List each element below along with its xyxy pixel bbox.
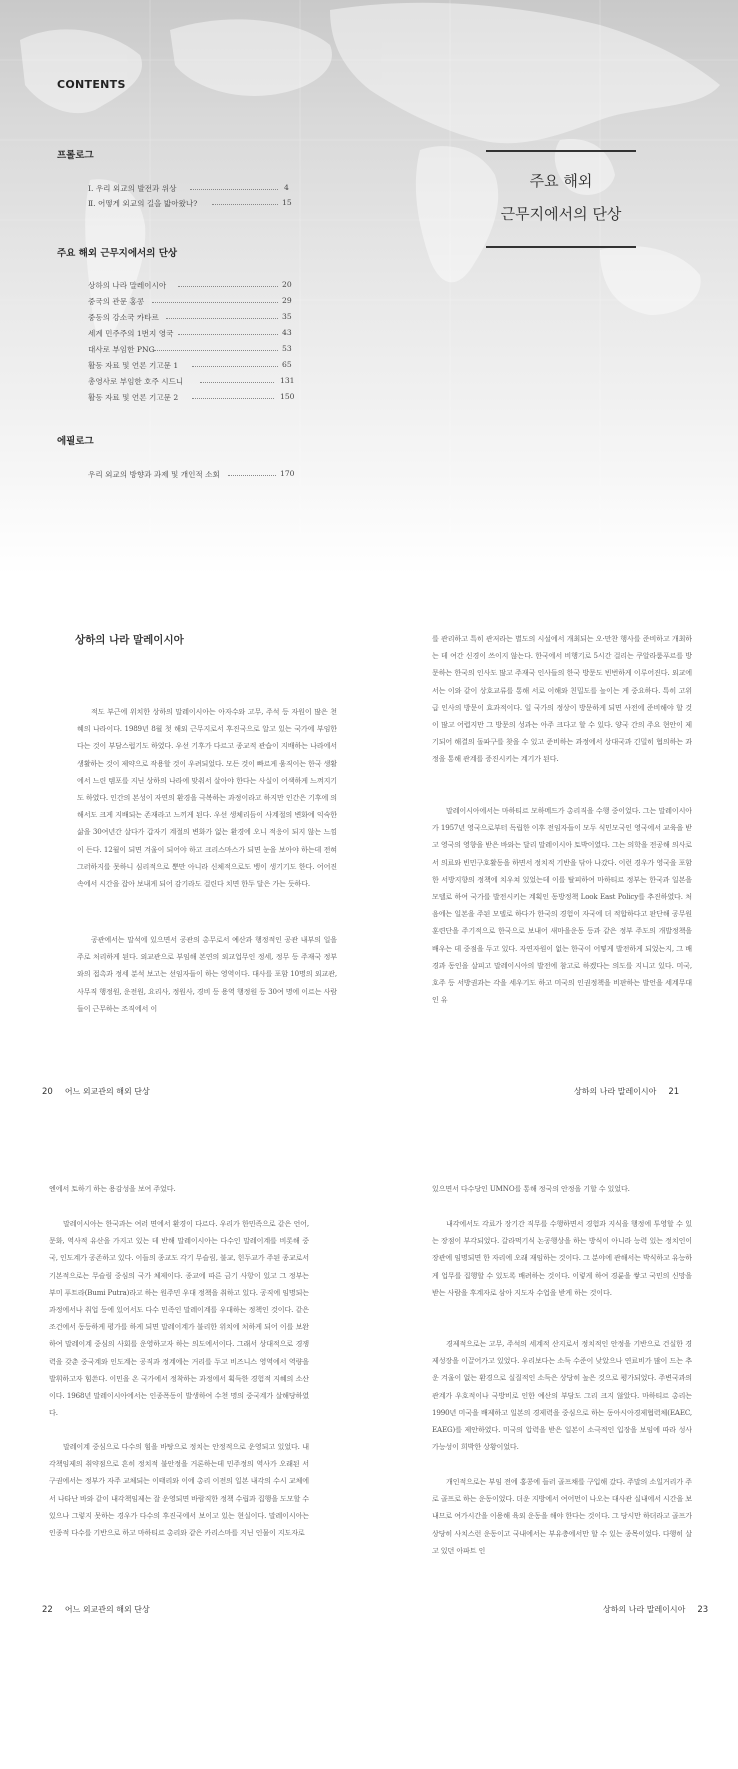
toc-entry-page: 43 [282, 328, 292, 337]
toc-entry-page: 65 [282, 360, 292, 369]
toc-entry[interactable] [0, 360, 300, 374]
toc-entry[interactable] [0, 183, 300, 197]
body-paragraph: 내각에서도 각료가 장기간 직무를 수행하면서 경험과 지식을 행정에 투영할 수 있는 장점이 부각되었다. 갈라먹기식 논공행상을 하는 방식이 아니라 능력 있는 정치인이 장관에 임명되면 한 자리에 오래 재임하는 것이다. 그 분야에 관해서는 박식하고 유능하게 업무를 집행할 수 있도록 배려하는 것이다. 이렇게 하여 경륜을 쌓고 국민의 신망을 받는 사람을 후계자로 삼아 지도자 수업을 받게 하는 것이다. [432, 1219, 692, 1297]
toc-entry-label: 우리 외교의 방향과 과제 및 개인적 소회 [88, 470, 220, 479]
toc-entry-label: 중동의 강소국 카타르 [88, 313, 159, 322]
toc-section-title: 프롤로그 [57, 150, 94, 161]
right-page-footer [574, 1086, 679, 1097]
toc-entry[interactable] [0, 198, 300, 212]
toc-entry-label: 중국의 관문 홍콩 [88, 297, 145, 306]
title-bottom-rule [486, 246, 636, 248]
toc-entry-page: 20 [282, 280, 292, 289]
body-paragraph: 공관에서는 말석에 있으면서 공관의 총무로서 예산과 행정적인 공관 내부의 일을 주로 처리하게 된다. 외교관으로 부임해 본연의 외교업무인 정세, 정무 등 주재국 정부와의 접촉과 정세 분석 보고는 선임자들이 하는 영역이다. 대사를 포함 10명의 외교관, 사무직 행정원, 운전원, 요리사, 정원사, 경비 등 용역 행정원 등 30여 명에 이르는 사람들이 근무하는 조직에서 이 [77, 935, 337, 1013]
toc-leader-dots [178, 286, 278, 287]
toc-entry-page: 4 [284, 183, 289, 192]
toc-entry-page: 15 [282, 198, 292, 207]
toc-entry-page: 150 [280, 392, 295, 401]
spread-pages-22-23 [0, 1130, 738, 1769]
section-title-line-1: 주요 해외 [529, 172, 593, 190]
page-number: 20 [42, 1087, 53, 1097]
toc-leader-dots [192, 398, 274, 399]
toc-entry[interactable] [0, 344, 300, 358]
toc-section-title: 에필로그 [57, 436, 94, 447]
section-title-box [486, 150, 636, 248]
body-paragraph: 있으면서 다수당인 UMNO를 통해 정국의 안정을 기할 수 있었다. [432, 1184, 630, 1193]
toc-entry-page: 29 [282, 296, 292, 305]
toc-section-title: 주요 해외 근무지에서의 단상 [57, 248, 178, 259]
toc-entry-label: 세계 민주주의 1번지 영국 [88, 329, 174, 338]
running-title: 상하의 나라 말레이시아 [603, 1605, 686, 1614]
toc-entry-page: 53 [282, 344, 292, 353]
section-title-line-2: 근무지에서의 단상 [500, 205, 622, 223]
toc-entry-label: Ⅰ. 우리 외교의 발전과 위상 [88, 184, 177, 193]
toc-leader-dots [154, 350, 278, 351]
toc-leader-dots [190, 189, 278, 190]
page-number: 23 [697, 1605, 709, 1615]
toc-entry-label: 활동 자료 및 언론 기고문 2 [88, 393, 179, 402]
toc-entry[interactable] [0, 328, 300, 342]
toc-entry-label: Ⅱ. 어떻게 외교의 길을 밟아왔나? [88, 199, 198, 208]
spread-pages-20-21 [0, 575, 738, 1130]
toc-entry[interactable] [0, 469, 300, 483]
toc-leader-dots [192, 366, 278, 367]
contents-heading: CONTENTS [57, 78, 126, 91]
body-paragraph: 말레이계 중심으로 다수의 힘을 바탕으로 정치는 안정적으로 운영되고 있었다. 내각책임제의 취약점으로 흔히 정치적 불안정을 거론하는데 민주정의 역사가 오래된 서구권에서는 정부가 자주 교체되는 이태리와 이에 총리 이전의 일본 내각의 수시 교체에서 나타난 바와 같이 내각책임제는 잘 운영되면 바람직한 정책 수립과 집행을 도모할 수 있으나 그렇지 못하는 경우가 다수의 후진국에서 보이고 있는 현실이다. 말레이시아는 인종적 다수를 기반으로 하고 마하티르 총리와 같은 카리스마를 지닌 인물이 지도자로 [49, 1442, 309, 1538]
body-paragraph: 적도 부근에 위치한 상하의 말레이시아는 아자수와 고무, 주석 등 자원이 많은 천혜의 나라이다. 1989년 8월 첫 해외 근무지로서 후진국으로 알고 있는 국가에 부임한다는 것이 부담스럽기도 하였다. 우선 기후가 다르고 종교적 관습이 지배하는 나라에서 생활하는 것이 제약으로 작용할 것이 우려되었다. 모든 것이 빠르게 움직이는 한국 생활에서 느린 템포를 지닌 상하의 나라에 맞춰서 살아야 한다는 사실이 어색하게 느껴지기도 하였다. 인간의 본성이 자연의 환경을 극복하는 과정이라고 하지만 인간은 기후에 의해서도 크게 지배되는 존재라고 느끼게 된다. 우선 생체리듬이 사계절의 변화에 익숙한 삶을 30여년간 살다가 갑자기 계절의 변화가 없는 환경에 오니 적응이 되지 않는 느낌이 든다. 12월이 되면 겨울이 되어야 하고 크리스마스가 되면 눈을 보아야 하는데 전혀 그러하지를 못하니 심리적으로 뿐만 아니라 신체적으로도 뱅이 생기기도 한다. 어어진 속에서 시간을 잡아 보내게 되어 감기라도 걸린다 치면 한두 달은 가는 듯하다. [77, 707, 337, 889]
body-paragraph: 말레이시아에서는 마하티르 모하메드가 총리직을 수행 중이었다. 그는 말레이시아가 1957년 영국으로부터 독립한 이후 전임자들이 모두 식민모국인 영국에서 교육을 받고 영국의 영향을 받은 바와는 달리 말레이시아 토박이였다. 그는 의학을 전공해 의사로서 의료와 빈민구호활동을 하면서 정치적 기반을 닦아 나갔다. 이런 경우가 영국을 포함한 서방지향의 정책에 치우쳐 있었는데 이를 탈피하여 마하티르 정부는 한국과 일본을 모델로 하여 국가를 발전시키는 계획인 동방정책 Look East Policy를 추진하였다. 처음에는 일본을 주된 모델로 하다가 한국의 경험이 자국에 더 적합하다고 판단해 공무원 훈련단을 주기적으로 한국으로 보내어 새마을운동 등과 같은 정부 주도의 개발정책을 배우는 데 중점을 두고 있다. 자연자원이 없는 한국이 어떻게 발전하게 되었는지, 그 배경과 동인을 살피고 말레이시아의 발전에 참고로 하겠다는 의도를 지니고 있다. 미국, 호주 등 서방권과는 각을 세우기도 하고 미국의 인권정책을 비판하는 발언을 세계무대인 유 [432, 806, 692, 1005]
right-page-footer [603, 1604, 708, 1615]
toc-entry-page: 170 [280, 469, 295, 478]
toc-entry-page: 131 [280, 376, 295, 385]
left-page-footer [42, 1086, 150, 1097]
body-paragraph: 말레이시아는 한국과는 여러 면에서 환경이 다르다. 우리가 한민족으로 같은 언어, 문화, 역사적 유산을 가지고 있는 데 반해 말레이시아는 다수인 말레이계를 비롯해 중국, 인도계가 공존하고 있다. 이들의 종교도 각기 무슬림, 불교, 힌두교가 주된 종교로서 기본적으로는 무슬림 중심의 국가 체제이다. 종교에 따른 금기 사항이 있고 그 정부는 부미 푸트라(Bumi Putra)라고 하는 원주민 우대 정책을 취하고 있다. 공직에 임명되는 과정에서나 취업 등에 있어서도 다수 민족인 말레이계를 우대하는 정책인 것이다. 같은 조건에서 동등하게 평가를 하게 되면 말레이계가 불리한 위치에 처하게 되어 이를 보완하여 말레이계 중심의 사회를 운영하고자 하는 의도에서이다. 그래서 상대적으로 경쟁력을 갖춘 중국계와 인도계는 공직과 정계에는 거리를 두고 비즈니스 영역에서 역량을 발휘하고자 힘쓴다. 이민을 온 국가에서 정착하는 과정에서 획득한 경험적 지혜의 소산이다. 1968년 말레이시아에서는 인종폭동이 발생하여 수천 명의 중국계가 살해당하였다. [49, 1219, 309, 1418]
toc-leader-dots [228, 475, 276, 476]
toc-entry-label: 상하의 나라 말레이시아 [88, 281, 167, 290]
toc-leader-dots [166, 318, 278, 319]
body-paragraph: 개인적으로는 부임 전에 홍콩에 들러 골프채를 구입해 갔다. 주말의 소일거리가 주로 골프로 하는 운동이었다. 더운 지방에서 여어먼이 나오는 대사관 실내에서 시간을 보내므로 여가시간을 이용해 육외 운동을 해야 한다는 것이다. 그 당시만 하더라고 골프가 상당히 사치스런 운동이고 국내에서는 부유층에서만 할 수 있는 종목이었다. 다행히 살고 있던 아파트 인 [432, 1477, 692, 1555]
toc-entry-label: 활동 자료 및 언론 기고문 1 [88, 361, 179, 370]
toc-entry[interactable] [0, 296, 300, 310]
toc-entry[interactable] [0, 392, 300, 406]
toc-entry-page: 35 [282, 312, 292, 321]
contents-section [0, 0, 738, 575]
toc-leader-dots [178, 334, 278, 335]
title-top-rule [486, 150, 636, 152]
toc-entry[interactable] [0, 312, 300, 326]
toc-entry[interactable] [0, 376, 300, 390]
toc-entry-label: 대사로 부임한 PNG [88, 345, 155, 354]
body-paragraph: 엔에서 토하기 하는 용감성을 보여 주었다. [49, 1184, 176, 1193]
page-number: 22 [42, 1605, 53, 1615]
body-paragraph: 경제적으로는 고무, 주석의 세계적 산지로서 정치적인 안정을 기반으로 건실한 경제성장을 이끌어가고 있었다. 우리보다는 소득 수준이 낮았으나 연료비가 많이 드는 추운 겨울이 없는 환경으로 실질적인 소득은 상당히 높은 것으로 평가되었다. 주변국과의 관계가 우호적이나 국방비로 인한 예산의 부담도 그리 크지 않았다. 마하티르 총리는 1990년 미국을 배제하고 일본의 경제력을 중심으로 하는 동아시아경제협력체(EAEC, EAEG)를 제안하였다. 미국의 압력을 받은 일본이 소극적인 입장을 보임에 따라 성사가능성이 희박한 상황이었다. [432, 1339, 692, 1452]
running-title: 어느 외교관의 해외 단상 [64, 1605, 150, 1614]
toc-entry-label: 총영사로 부임한 호주 시드니 [88, 377, 184, 386]
chapter-title: 상하의 나라 말레이시아 [75, 634, 184, 646]
toc-leader-dots [152, 302, 278, 303]
page-number: 21 [668, 1087, 680, 1097]
toc-leader-dots [200, 382, 274, 383]
body-paragraph: 를 관리하고 특히 관저라는 별도의 시설에서 개최되는 오·만찬 행사를 준비하고 개최하는 데 여간 신경이 쓰이지 않는다. 한국에서 비행기로 5시간 걸리는 쿠알라룸푸르를 방문하는 한국의 인사도 많고 주재국 인사들의 한국 방문도 빈번하게 이루어진다. 외교에서는 이와 같이 상호교류를 통해 서로 이해와 친밀도를 높이는 게 중요하다. 특히 고위급 인사의 방문이 효과적이다. 일 국가의 정상이 방문하게 되면 사전에 준비해야 할 것이 많고 어렵지만 그 방문의 성과는 아주 크다고 할 수 있다. 양국 간의 주요 현안이 제기되어 해결의 돌파구를 찾을 수 있고 준비하는 과정에서 상대국과 긴밀히 협의하는 과정을 통해 관계를 증진시키는 계기가 된다. [432, 634, 692, 764]
left-page-footer [42, 1604, 150, 1615]
running-title: 어느 외교관의 해외 단상 [64, 1087, 150, 1096]
toc-entry[interactable] [0, 280, 300, 294]
toc-leader-dots [212, 204, 278, 205]
running-title: 상하의 나라 말레이시아 [574, 1087, 657, 1096]
